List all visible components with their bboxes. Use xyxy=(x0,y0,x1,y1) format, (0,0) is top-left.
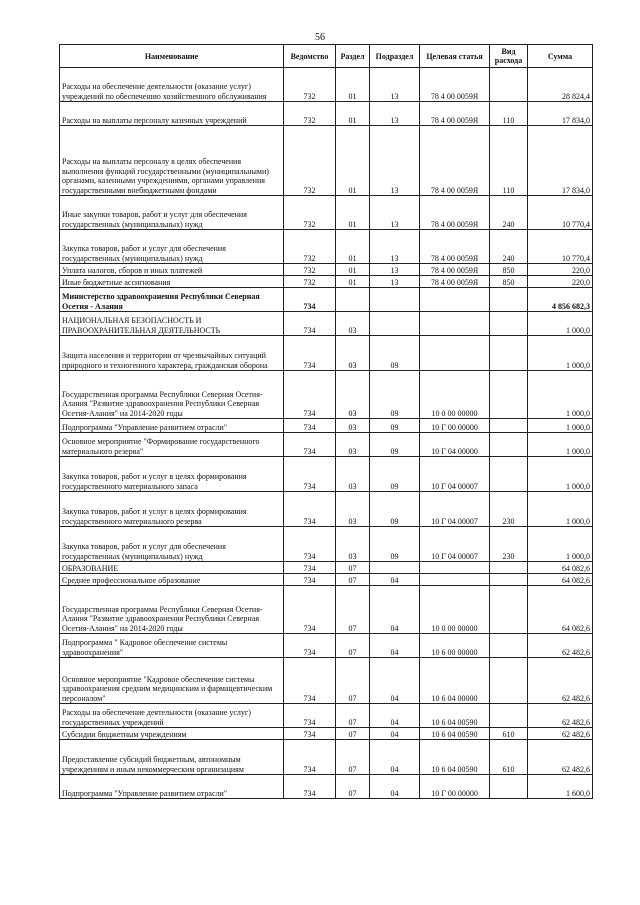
row-razdel: 01 xyxy=(336,230,370,264)
row-podrazdel: 09 xyxy=(370,457,420,492)
row-target-article: 10 Г 04 00007 xyxy=(420,527,490,562)
row-sum: 1 000,0 xyxy=(528,433,593,457)
table-row xyxy=(60,658,593,704)
row-target-article: 10 6 04 00590 xyxy=(420,728,490,740)
row-expense-type xyxy=(490,634,528,658)
row-expense-type: 610 xyxy=(490,740,528,775)
row-razdel: 01 xyxy=(336,68,370,102)
row-vedomstvo: 734 xyxy=(284,574,336,586)
row-razdel: 07 xyxy=(336,704,370,728)
row-target-article xyxy=(420,574,490,586)
row-podrazdel: 13 xyxy=(370,126,420,196)
row-podrazdel xyxy=(370,562,420,574)
table-row xyxy=(60,230,593,264)
row-podrazdel: 09 xyxy=(370,527,420,562)
table-row xyxy=(60,102,593,126)
row-podrazdel: 09 xyxy=(370,419,420,433)
header-sum: Сумма xyxy=(528,45,593,68)
row-name: Закупка товаров, работ и услуг в целях формирования государственного материального запаса xyxy=(60,457,284,492)
row-name: НАЦИОНАЛЬНАЯ БЕЗОПАСНОСТЬ И ПРАВООХРАНИТЕЛЬНАЯ ДЕЯТЕЛЬНОСТЬ xyxy=(60,312,284,336)
row-razdel: 01 xyxy=(336,126,370,196)
table-header-row xyxy=(60,45,593,68)
row-razdel: 01 xyxy=(336,102,370,126)
header-podrazdel: Подраздел xyxy=(370,45,420,68)
row-razdel: 03 xyxy=(336,527,370,562)
header-name: Наименование xyxy=(60,45,284,68)
table-row xyxy=(60,574,593,586)
row-vedomstvo: 732 xyxy=(284,264,336,276)
row-expense-type: 850 xyxy=(490,276,528,288)
row-sum: 1 000,0 xyxy=(528,492,593,527)
row-expense-type xyxy=(490,457,528,492)
row-target-article: 10 Г 00 00000 xyxy=(420,775,490,799)
table-row xyxy=(60,419,593,433)
row-podrazdel: 04 xyxy=(370,634,420,658)
row-expense-type xyxy=(490,433,528,457)
row-vedomstvo: 734 xyxy=(284,419,336,433)
budget-table xyxy=(59,44,593,799)
row-podrazdel xyxy=(370,288,420,312)
row-razdel: 03 xyxy=(336,371,370,419)
table-row xyxy=(60,336,593,371)
table-row xyxy=(60,740,593,775)
row-expense-type xyxy=(490,775,528,799)
table-row xyxy=(60,728,593,740)
row-razdel: 01 xyxy=(336,276,370,288)
row-podrazdel: 04 xyxy=(370,740,420,775)
row-vedomstvo: 734 xyxy=(284,775,336,799)
row-sum: 1 000,0 xyxy=(528,312,593,336)
table-row xyxy=(60,276,593,288)
row-sum: 62 482,6 xyxy=(528,728,593,740)
row-razdel: 03 xyxy=(336,336,370,371)
row-expense-type xyxy=(490,336,528,371)
table-row xyxy=(60,634,593,658)
row-expense-type: 610 xyxy=(490,728,528,740)
row-expense-type xyxy=(490,312,528,336)
row-target-article: 10 Г 04 00000 xyxy=(420,433,490,457)
row-razdel: 07 xyxy=(336,634,370,658)
row-vedomstvo: 732 xyxy=(284,102,336,126)
row-target-article xyxy=(420,336,490,371)
row-podrazdel: 13 xyxy=(370,68,420,102)
row-podrazdel: 13 xyxy=(370,264,420,276)
row-name: Расходы на выплаты персоналу в целях обеспечения выполнения функций государственными (муниципальными) органами, казенными учреждениями, органами управления государственными внебюджетными фондами xyxy=(60,126,284,196)
row-vedomstvo: 734 xyxy=(284,728,336,740)
row-expense-type xyxy=(490,586,528,634)
row-name: Предоставление субсидий бюджетным, автономным учреждениям и иным некоммерческим организациям xyxy=(60,740,284,775)
row-expense-type: 240 xyxy=(490,230,528,264)
row-name: ОБРАЗОВАНИЕ xyxy=(60,562,284,574)
row-expense-type xyxy=(490,562,528,574)
table-row xyxy=(60,562,593,574)
row-target-article: 78 4 00 0059Я xyxy=(420,126,490,196)
row-vedomstvo: 734 xyxy=(284,312,336,336)
row-target-article: 78 4 00 0059Я xyxy=(420,196,490,230)
row-sum: 220,0 xyxy=(528,276,593,288)
row-vedomstvo: 734 xyxy=(284,634,336,658)
row-podrazdel: 04 xyxy=(370,658,420,704)
header-vedomstvo: Ведомство xyxy=(284,45,336,68)
row-name: Среднее профессиональное образование xyxy=(60,574,284,586)
row-target-article: 78 4 00 0059Я xyxy=(420,230,490,264)
row-razdel: 03 xyxy=(336,433,370,457)
row-name: Расходы на обеспечение деятельности (оказание услуг) учреждений по обеспечению хозяйственного обслуживания xyxy=(60,68,284,102)
row-target-article: 10 6 04 00000 xyxy=(420,658,490,704)
row-razdel: 03 xyxy=(336,419,370,433)
row-target-article: 10 6 04 00590 xyxy=(420,740,490,775)
row-name: Закупка товаров, работ и услуг для обеспечения государственных (муниципальных) нужд xyxy=(60,527,284,562)
row-name: Субсидии бюджетным учреждениям xyxy=(60,728,284,740)
row-vedomstvo: 734 xyxy=(284,704,336,728)
row-podrazdel: 09 xyxy=(370,433,420,457)
row-razdel: 01 xyxy=(336,196,370,230)
row-vedomstvo: 734 xyxy=(284,371,336,419)
row-sum: 1 000,0 xyxy=(528,371,593,419)
row-expense-type: 110 xyxy=(490,102,528,126)
row-vedomstvo: 734 xyxy=(284,740,336,775)
row-sum: 64 082,6 xyxy=(528,574,593,586)
row-name: Подпрограмма " Кадровое обеспечение системы здравоохранения" xyxy=(60,634,284,658)
row-target-article: 10 0 00 00000 xyxy=(420,586,490,634)
row-target-article: 10 Г 00 00000 xyxy=(420,419,490,433)
row-expense-type xyxy=(490,658,528,704)
row-sum: 28 824,4 xyxy=(528,68,593,102)
row-target-article: 10 Г 04 00007 xyxy=(420,457,490,492)
row-name: Государственная программа Республики Северная Осетия-Алания "Развитие здравоохранения Республики Северная Осетия-Алания" на 2014-2020 годы xyxy=(60,371,284,419)
row-name: Министерство здравоохранения Республики Северная Осетия - Алания xyxy=(60,288,284,312)
row-sum: 62 482,6 xyxy=(528,704,593,728)
table-row xyxy=(60,586,593,634)
row-podrazdel: 09 xyxy=(370,492,420,527)
row-name: Защита населения и территории от чрезвычайных ситуаций природного и техногенного характера, гражданская оборона xyxy=(60,336,284,371)
row-target-article xyxy=(420,312,490,336)
row-podrazdel: 04 xyxy=(370,728,420,740)
table-row xyxy=(60,457,593,492)
row-sum: 17 834,0 xyxy=(528,126,593,196)
row-vedomstvo: 732 xyxy=(284,230,336,264)
table-row xyxy=(60,126,593,196)
row-vedomstvo: 734 xyxy=(284,492,336,527)
row-podrazdel: 09 xyxy=(370,371,420,419)
row-vedomstvo: 734 xyxy=(284,336,336,371)
row-sum: 1 600,0 xyxy=(528,775,593,799)
row-podrazdel: 04 xyxy=(370,586,420,634)
row-expense-type: 230 xyxy=(490,492,528,527)
row-name: Расходы на выплаты персоналу казенных учреждений xyxy=(60,102,284,126)
row-name: Подпрограмма "Управление развитием отрасли" xyxy=(60,775,284,799)
row-podrazdel: 04 xyxy=(370,574,420,586)
row-vedomstvo: 732 xyxy=(284,126,336,196)
row-vedomstvo: 734 xyxy=(284,457,336,492)
row-name: Основное мероприятие "Кадровое обеспечение системы здравоохранения средним медицинским и фармацевтическим персоналом" xyxy=(60,658,284,704)
row-expense-type xyxy=(490,68,528,102)
row-expense-type xyxy=(490,574,528,586)
row-name: Иные бюджетные ассигнования xyxy=(60,276,284,288)
row-vedomstvo: 732 xyxy=(284,276,336,288)
row-sum: 64 082,6 xyxy=(528,562,593,574)
row-vedomstvo: 732 xyxy=(284,68,336,102)
row-target-article: 78 4 00 0059Я xyxy=(420,264,490,276)
page-number: 56 xyxy=(315,32,325,43)
table-row xyxy=(60,196,593,230)
row-expense-type xyxy=(490,704,528,728)
row-target-article xyxy=(420,288,490,312)
row-target-article xyxy=(420,562,490,574)
row-podrazdel: 09 xyxy=(370,336,420,371)
row-razdel: 07 xyxy=(336,740,370,775)
row-target-article: 78 4 00 0059Я xyxy=(420,68,490,102)
row-razdel: 07 xyxy=(336,562,370,574)
row-vedomstvo: 734 xyxy=(284,658,336,704)
row-razdel: 07 xyxy=(336,658,370,704)
row-razdel: 07 xyxy=(336,775,370,799)
row-sum: 64 082,6 xyxy=(528,586,593,634)
row-name: Уплата налогов, сборов и иных платежей xyxy=(60,264,284,276)
row-sum: 62 482,6 xyxy=(528,634,593,658)
row-razdel: 03 xyxy=(336,457,370,492)
row-expense-type: 240 xyxy=(490,196,528,230)
row-podrazdel: 13 xyxy=(370,230,420,264)
header-target-article: Целевая статья xyxy=(420,45,490,68)
row-expense-type xyxy=(490,371,528,419)
row-vedomstvo: 732 xyxy=(284,196,336,230)
row-expense-type: 110 xyxy=(490,126,528,196)
row-sum: 62 482,6 xyxy=(528,658,593,704)
table-row xyxy=(60,775,593,799)
row-sum: 17 834,0 xyxy=(528,102,593,126)
row-vedomstvo: 734 xyxy=(284,527,336,562)
row-expense-type: 230 xyxy=(490,527,528,562)
table-row xyxy=(60,527,593,562)
row-sum: 1 000,0 xyxy=(528,336,593,371)
row-sum: 1 000,0 xyxy=(528,419,593,433)
row-name: Закупка товаров, работ и услуг в целях формирования государственного материального резерва xyxy=(60,492,284,527)
row-podrazdel: 04 xyxy=(370,775,420,799)
row-razdel xyxy=(336,288,370,312)
row-podrazdel: 13 xyxy=(370,276,420,288)
row-target-article: 78 4 00 0059Я xyxy=(420,276,490,288)
row-sum: 62 482,6 xyxy=(528,740,593,775)
header-expense-type: Вид расхода xyxy=(490,45,528,68)
row-name: Подпрограмма "Управление развитием отрасли" xyxy=(60,419,284,433)
row-razdel: 07 xyxy=(336,586,370,634)
row-podrazdel: 13 xyxy=(370,102,420,126)
row-target-article: 10 Г 04 00007 xyxy=(420,492,490,527)
row-target-article: 10 6 04 00590 xyxy=(420,704,490,728)
row-name: Основное мероприятие "Формирование государственного материального резерва" xyxy=(60,433,284,457)
row-razdel: 01 xyxy=(336,264,370,276)
table-row xyxy=(60,371,593,419)
row-target-article: 10 6 00 00000 xyxy=(420,634,490,658)
row-razdel: 03 xyxy=(336,492,370,527)
row-razdel: 03 xyxy=(336,312,370,336)
table-row xyxy=(60,288,593,312)
row-podrazdel: 04 xyxy=(370,704,420,728)
row-podrazdel xyxy=(370,312,420,336)
table-row xyxy=(60,704,593,728)
row-sum: 4 856 682,3 xyxy=(528,288,593,312)
row-name: Расходы на обеспечение деятельности (оказание услуг) государственных учреждений xyxy=(60,704,284,728)
row-name: Государственная программа Республики Северная Осетия-Алания "Развитие здравоохранения Республики Северная Осетия-Алания" на 2014-2020 годы xyxy=(60,586,284,634)
table-row xyxy=(60,312,593,336)
row-razdel: 07 xyxy=(336,728,370,740)
row-vedomstvo: 734 xyxy=(284,562,336,574)
row-name: Закупка товаров, работ и услуг для обеспечения государственных (муниципальных) нужд xyxy=(60,230,284,264)
row-target-article: 78 4 00 0059Я xyxy=(420,102,490,126)
row-vedomstvo: 734 xyxy=(284,433,336,457)
row-sum: 10 770,4 xyxy=(528,196,593,230)
row-sum: 220,0 xyxy=(528,264,593,276)
row-podrazdel: 13 xyxy=(370,196,420,230)
table-row xyxy=(60,433,593,457)
row-vedomstvo: 734 xyxy=(284,586,336,634)
row-expense-type xyxy=(490,419,528,433)
row-expense-type xyxy=(490,288,528,312)
row-sum: 10 770,4 xyxy=(528,230,593,264)
row-vedomstvo: 734 xyxy=(284,288,336,312)
row-sum: 1 000,0 xyxy=(528,527,593,562)
row-expense-type: 850 xyxy=(490,264,528,276)
row-target-article: 10 0 00 00000 xyxy=(420,371,490,419)
row-razdel: 07 xyxy=(336,574,370,586)
header-razdel: Раздел xyxy=(336,45,370,68)
table-row xyxy=(60,68,593,102)
table-row xyxy=(60,492,593,527)
table-row xyxy=(60,264,593,276)
row-sum: 1 000,0 xyxy=(528,457,593,492)
row-name: Иные закупки товаров, работ и услуг для обеспечения государственных (муниципальных) нужд xyxy=(60,196,284,230)
